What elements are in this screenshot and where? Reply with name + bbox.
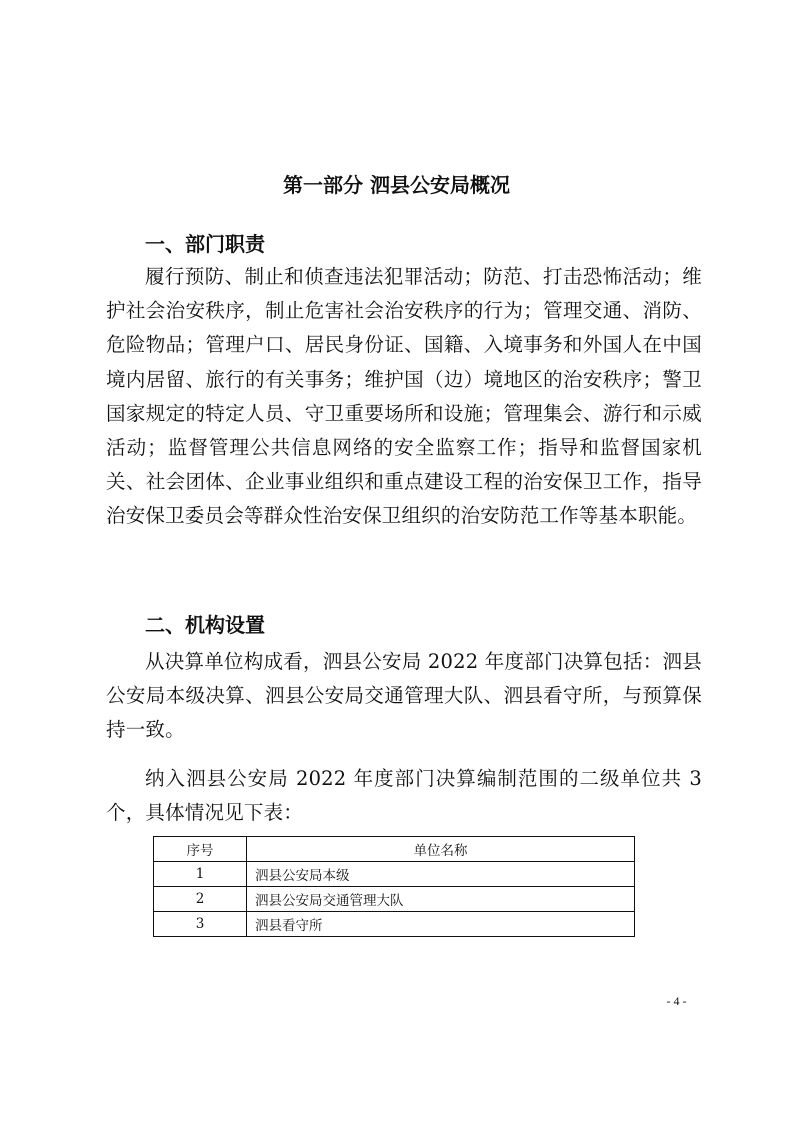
page-number: - 4 -	[666, 994, 687, 1008]
page-title: 第一部分 泗县公安局概况	[283, 173, 510, 197]
section-heading-duties: 一、部门职责	[145, 232, 265, 256]
row-unit-name: 泗县公安局交通管理大队	[247, 887, 635, 912]
table-header-row	[154, 837, 635, 862]
table-row	[154, 912, 635, 937]
column-header-seq: 序号	[154, 837, 247, 862]
table-row	[154, 862, 635, 887]
section-heading-structure: 二、机构设置	[145, 613, 265, 637]
units-table-container	[153, 836, 635, 937]
scope-paragraph: 纳入泗县公安局 2022 年度部门决算编制范围的二级单位共 3 个，具体情况见下表：	[106, 767, 702, 825]
units-table	[153, 836, 635, 937]
duties-paragraph: 履行预防、制止和侦查违法犯罪活动；防范、打击恐怖活动；维护社会治安秩序，制止危害社会治安秩序的行为；管理交通、消防、危险物品；管理户口、居民身份证、国籍、入境事务和外国人在中国境内居留、旅行的有关事务；维护国（边）境地区的治安秩序；警卫国家规定的特定人员、守卫重要场所和设施；管理集会、游行和示威活动；监督管理公共信息网络的安全监察工作；指导和监督国家机关、社会团体、企业事业组织和重点建设工程的治安保卫工作，指导治安保卫委员会等群众性治安保卫组织的治安防范工作等基本职能。	[106, 265, 702, 528]
column-header-unit-name: 单位名称	[247, 837, 635, 862]
row-seq: 3	[154, 912, 247, 937]
row-unit-name: 泗县看守所	[247, 912, 635, 937]
row-unit-name: 泗县公安局本级	[247, 862, 635, 887]
structure-paragraph: 从决算单位构成看，泗县公安局 2022 年度部门决算包括：泗县公安局本级决算、泗县公安局交通管理大队、泗县看守所，与预算保持一致。	[106, 650, 702, 742]
table-row	[154, 887, 635, 912]
row-seq: 1	[154, 862, 247, 887]
row-seq: 2	[154, 887, 247, 912]
